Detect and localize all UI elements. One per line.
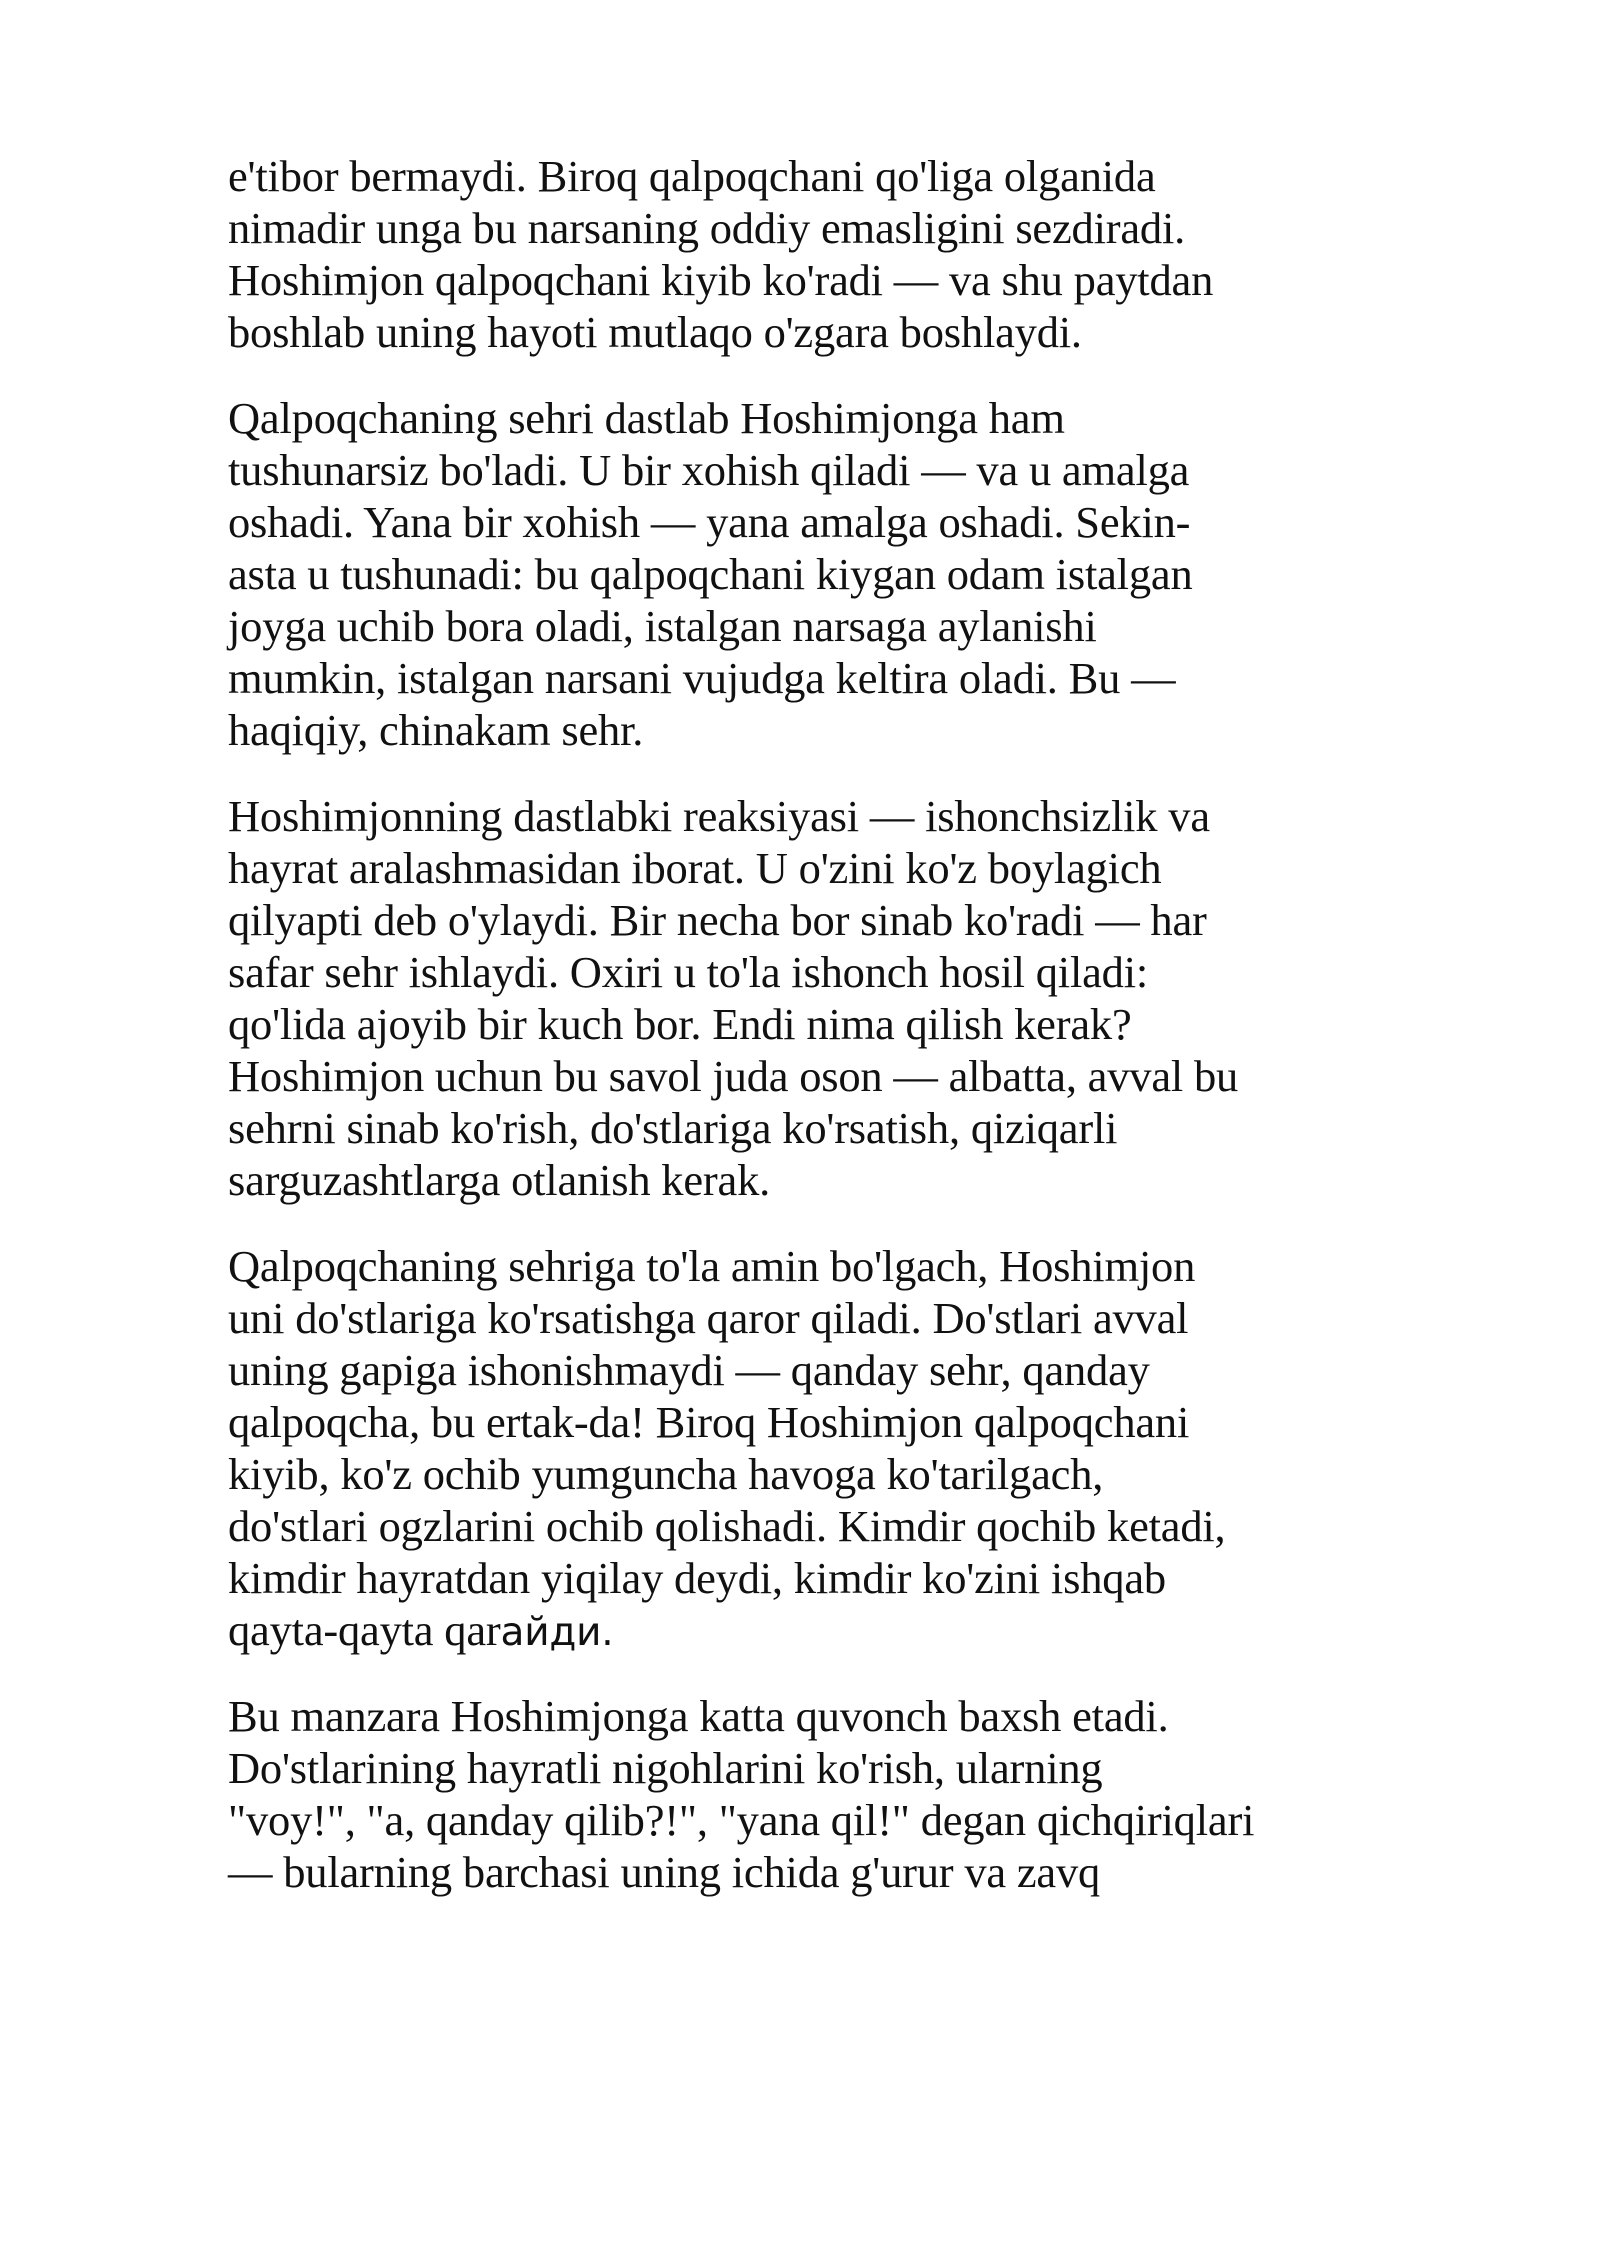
text-line: uni do'stlariga ko'rsatishga qaror qiladi. Do'stlari avval bbox=[228, 1293, 1189, 1343]
text-line: oshadi. Yana bir xohish — yana amalga oshadi. Sekin- bbox=[228, 497, 1191, 547]
text-line: kimdir hayratdan yiqilay deydi, kimdir ko'zini ishqab bbox=[228, 1553, 1166, 1603]
text-line: joyga uchib bora oladi, istalgan narsaga aylanishi bbox=[228, 601, 1097, 651]
text-line: uning gapiga ishonishmaydi — qanday sehr, qanday bbox=[228, 1345, 1150, 1395]
paragraph-4 bbox=[228, 1240, 1528, 1656]
text-line: Qalpoqchaning sehriga to'la amin bo'lgach, Hoshimjon bbox=[228, 1241, 1196, 1291]
text-line: asta u tushunadi: bu qalpoqchani kiygan odam istalgan bbox=[228, 549, 1193, 599]
text-line: qilyapti deb o'ylaydi. Bir necha bor sinab ko'radi — har bbox=[228, 895, 1207, 945]
text-line: hayrat aralashmasidan iborat. U o'zini ko'z boylagich bbox=[228, 843, 1162, 893]
text-line: Do'stlarining hayratli nigohlarini ko'rish, ularning bbox=[228, 1743, 1103, 1793]
text-line-serif-part: qayta-qayta qar bbox=[228, 1605, 501, 1655]
text-line: sehrni sinab ko'rish, do'stlariga ko'rsatish, qiziqarli bbox=[228, 1103, 1118, 1153]
text-line: nimadir unga bu narsaning oddiy emasligini sezdiradi. bbox=[228, 203, 1186, 253]
text-line: "voy!", "a, qanday qilib?!", "yana qil!" degan qichqiriqlari bbox=[228, 1795, 1255, 1845]
text-line: Bu manzara Hoshimjonga katta quvonch baxsh etadi. bbox=[228, 1691, 1169, 1741]
text-line: Hoshimjonning dastlabki reaksiyasi — ishonchsizlik va bbox=[228, 791, 1210, 841]
paragraph-2 bbox=[228, 392, 1528, 756]
text-line: do'stlari ogzlarini ochib qolishadi. Kimdir qochib ketadi, bbox=[228, 1501, 1226, 1551]
text-line: — bularning barchasi uning ichida g'urur va zavq bbox=[228, 1847, 1101, 1897]
text-line: sarguzashtlarga otlanish kerak. bbox=[228, 1155, 771, 1205]
text-line: Qalpoqchaning sehri dastlab Hoshimjonga ham bbox=[228, 393, 1065, 443]
text-line: Hoshimjon qalpoqchani kiyib ko'radi — va shu paytdan bbox=[228, 255, 1214, 305]
paragraph-1 bbox=[228, 150, 1528, 358]
text-line: Hoshimjon uchun bu savol juda oson — albatta, avval bu bbox=[228, 1051, 1239, 1101]
paragraph-5 bbox=[228, 1690, 1528, 1898]
paragraph-3 bbox=[228, 790, 1528, 1206]
text-line: kiyib, ko'z ochib yumguncha havoga ko'tarilgach, bbox=[228, 1449, 1104, 1499]
text-line-mixed-font bbox=[228, 1604, 1528, 1656]
text-line: haqiqiy, chinakam sehr. bbox=[228, 705, 644, 755]
body-text bbox=[228, 150, 1528, 1932]
text-line: qalpoqcha, bu ertak-da! Biroq Hoshimjon qalpoqchani bbox=[228, 1397, 1190, 1447]
text-line: boshlab uning hayoti mutlaqo o'zgara boshlaydi. bbox=[228, 307, 1082, 357]
text-line: tushunarsiz bo'ladi. U bir xohish qiladi — va u amalga bbox=[228, 445, 1190, 495]
text-line: safar sehr ishlaydi. Oxiri u to'la ishonch hosil qiladi: bbox=[228, 947, 1149, 997]
text-line: mumkin, istalgan narsani vujudga keltira oladi. Bu — bbox=[228, 653, 1176, 703]
text-line: qo'lida ajoyib bir kuch bor. Endi nima qilish kerak? bbox=[228, 999, 1132, 1049]
text-line-sans-part: айди. bbox=[500, 1610, 614, 1655]
text-line: e'tibor bermaydi. Biroq qalpoqchani qo'liga olganida bbox=[228, 151, 1156, 201]
